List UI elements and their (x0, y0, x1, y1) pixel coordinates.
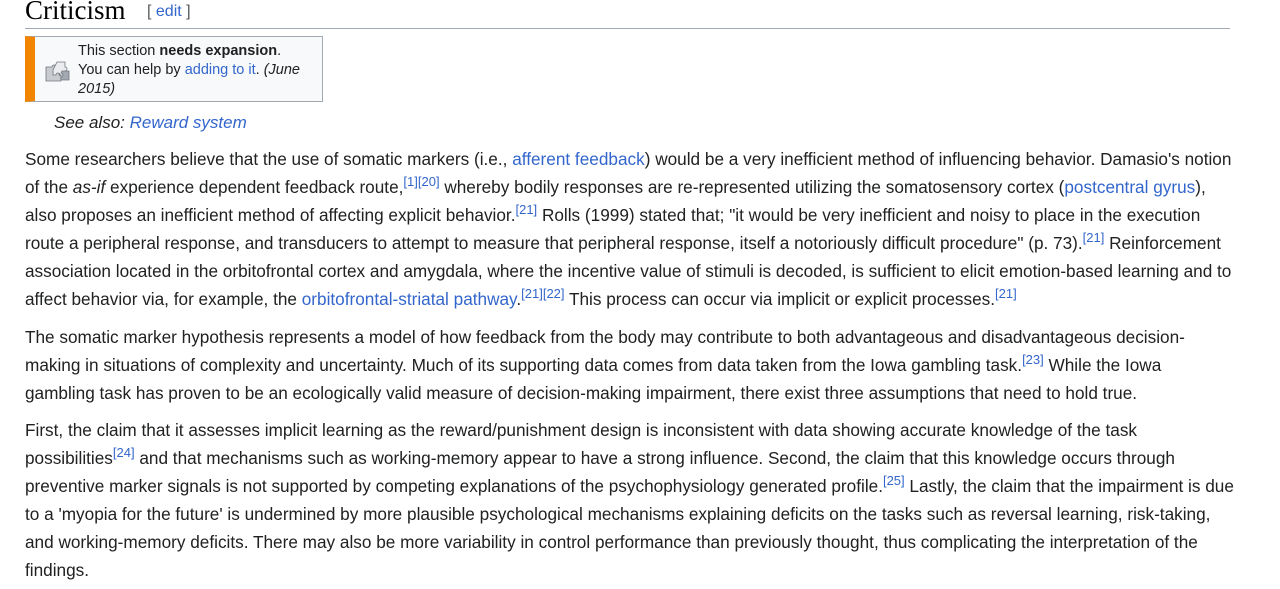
reward-system-link[interactable]: Reward system (129, 113, 247, 132)
edit-section (147, 3, 191, 21)
notice-bold: needs expansion (159, 43, 278, 59)
p1-text: Some researchers believe that the use of somatic markers (i.e., (25, 149, 513, 169)
ref-21-link[interactable]: [21] (515, 202, 538, 217)
ref-24-link[interactable]: [24] (112, 445, 135, 460)
citation (995, 286, 1017, 301)
citation (1083, 230, 1105, 245)
ref-1-link[interactable]: [1] (403, 174, 418, 189)
p1-text: . (516, 289, 522, 309)
p2-text: The somatic marker hypothesis represents a model of how feedback from the body may contribute to both advantageous and disadvantageous decision-making in situations of complexity and uncertainty. Much of its supporting data comes from data taken from the Iowa gambling task. (25, 327, 1185, 375)
p3-text: and that mechanisms such as working-memory appear to have a strong influence. Second, the claim that this knowledge occurs through preventive marker signals is not supported by competing explanations of the psychophysiology generated profile. (25, 448, 1175, 496)
citation (521, 286, 543, 301)
section-heading (25, 0, 1230, 29)
ref-21-link[interactable]: [21] (995, 286, 1017, 301)
notice-line2-pre: You can help by (78, 62, 185, 78)
notice-line2-post: . (255, 62, 264, 78)
citation (883, 473, 905, 488)
expansion-notice (25, 36, 323, 102)
citation (1022, 352, 1044, 367)
edit-bracket-open: [ (147, 3, 152, 20)
paragraph-3 (25, 416, 1235, 584)
ref-25-link[interactable]: [25] (882, 473, 905, 488)
paragraph-2 (25, 323, 1235, 407)
p3-text: Lastly, the claim that the impairment is due to a 'myopia for the future' is undermined by more plausible psychological mechanisms explaining deficits on the tasks such as reversal learning, risk-taking, and working-memory deficits. There may also be more variability in control performance than previously thought, thus complicating the interpretation of the findings. (25, 476, 1234, 580)
notice-line1-post: . (277, 43, 282, 59)
see-also-label: See also: (54, 113, 130, 132)
ref-20-link[interactable]: [20] (417, 174, 440, 189)
notice-line1-pre: This section (78, 43, 160, 59)
postcentral-gyrus-link[interactable]: postcentral gyrus (1064, 177, 1196, 197)
adding-link[interactable]: adding to it (184, 62, 256, 78)
orbitofrontal-striatal-pathway-link[interactable]: orbitofrontal-striatal pathway (301, 289, 517, 309)
p1-text: This process can occur via implicit or explicit processes. (564, 289, 996, 309)
p1-text: ) would be a very inefficient method of influencing behavior. Damasio's notion of the (25, 149, 1232, 197)
citation (418, 174, 440, 189)
p2-text: While the Iowa gambling task has proven to be an ecologically valid measure of decision-making impairment, there exist three assumptions that need to hold true. (25, 355, 1162, 403)
citation (543, 286, 565, 301)
afferent-feedback-link[interactable]: afferent feedback (512, 149, 645, 169)
ref-21-link[interactable]: [21] (521, 286, 543, 301)
p1-text: Rolls (1999) stated that; "it would be very inefficient and noisy to place in the execution route a peripheral response, and transducers to attempt to measure that peripheral response, itself a notoriously difficult procedure" (p. 73). (25, 205, 1201, 253)
puzzle-icon (43, 59, 71, 83)
ref-21-link[interactable]: [21] (1082, 230, 1105, 245)
p1-text: Reinforcement association located in the orbitofrontal cortex and amygdala, where the incentive value of stimuli is decoded, is sufficient to elicit emotion-based learning and to affect behavior via, for example, the (25, 233, 1232, 309)
see-also-note (54, 112, 247, 134)
notice-text (78, 42, 328, 99)
notice-date: (June 2015) (78, 62, 300, 97)
citation (515, 202, 537, 217)
edit-bracket-close: ] (186, 3, 191, 20)
p1-text: ), also proposes an inefficient method of affecting explicit behavior. (25, 177, 1206, 225)
citation (403, 174, 417, 189)
section-title: Criticism (25, 0, 126, 25)
citation (113, 445, 135, 460)
p1-text: experience dependent feedback route, (105, 177, 404, 197)
ref-23-link[interactable]: [23] (1022, 352, 1044, 367)
ref-22-link[interactable]: [22] (542, 286, 565, 301)
p3-text: First, the claim that it assesses implicit learning as the reward/punishment design is inconsistent with data showing accurate knowledge of the task possibilities (25, 420, 1138, 468)
p1-text: whereby bodily responses are re-represented utilizing the somatosensory cortex ( (439, 177, 1065, 197)
paragraph-1 (25, 145, 1235, 313)
edit-link[interactable]: edit (155, 3, 182, 20)
as-if-emphasis: as-if (72, 177, 106, 197)
